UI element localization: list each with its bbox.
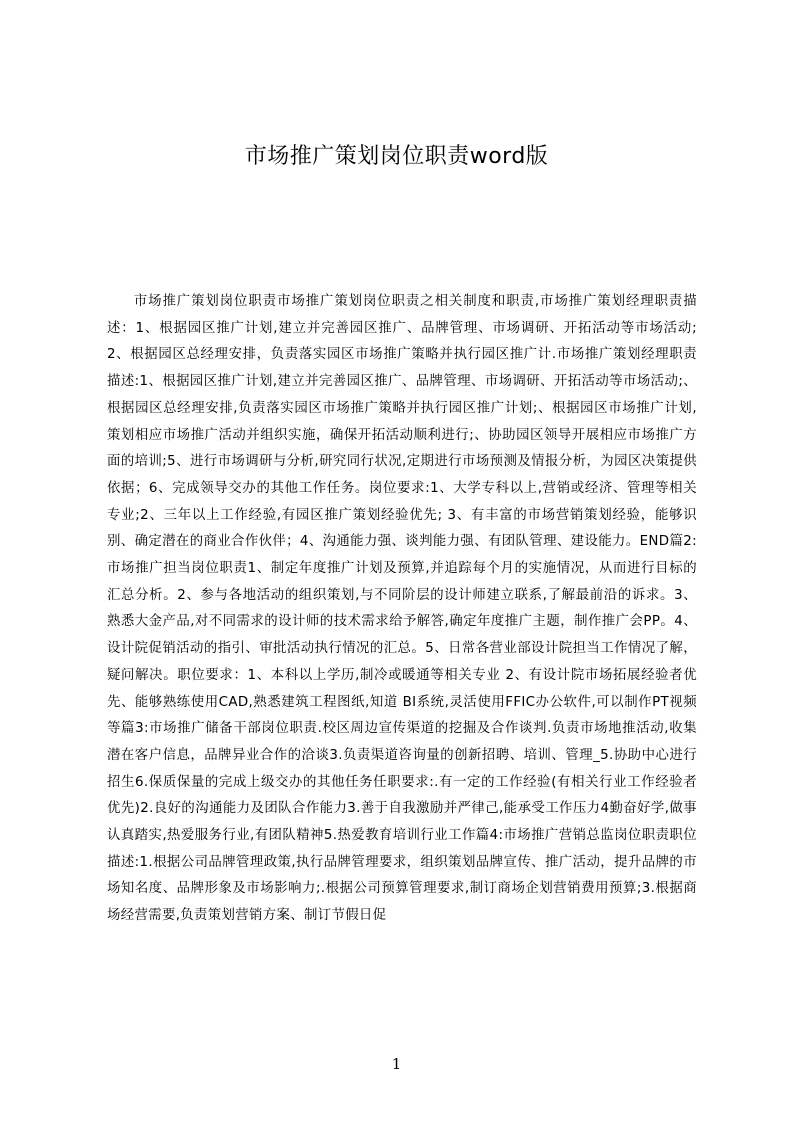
document-title: 市场推广策划岗位职责word版 — [244, 144, 549, 169]
document-body-paragraph: 市场推广策划岗位职责市场推广策划岗位职责之相关制度和职责,市场推广策划经理职责描述：1、根据园区推广计划,建立并完善园区推广、品牌管理、市场调研、开拓活动等市场活动;2、根据园区总经理安排，负责落实园区市场推广策略并执行园区推广计.市场推广策划经理职责描述:1、根据园区推广计划,建立并完善园区推广、品牌管理、市场调研、开拓活动等市场活动;、根据园区总经理安排,负责落实园区市场推广策略并执行园区推广计划;、根据园区市场推广计划,策划相应市场推广活动并组织实施，确保开拓活动顺利进行;、协助园区领导开展相应市场推广方面的培训;5、进行市场调研与分析,研究同行状况,定期进行市场预测及情报分析，为园区决策提供依据；6、完成领导交办的其他工作任务。岗位要求:1、大学专科以上,营销或经济、管理等相关专业;2、三年以上工作经验,有园区推广策划经验优先; 3、有丰富的市场营销策划经验，能够识别、确定潜在的商业合作伙伴；4、沟通能力强、谈判能力强、有团队管理、建设能力。END篇2:市场推广担当岗位职责1、制定年度推广计划及预算,并追踪每个月的实施情况，从而进行目标的汇总分析。2、参与各地活动的组织策划,与不同阶层的设计师建立联系,了解最前沿的诉求。3、熟悉大金产品,对不同需求的设计师的技术需求给予解答,确定年度推广主题，制作推广会PP。4、设计院促销活动的指引、审批活动执行情况的汇总。5、日常各营业部设计院担当工作情况了解，疑问解决。职位要求：1、本科以上学历,制冷或暖通等相关专业 2、有设计院市场拓展经验者优先、能够熟练使用CAD,熟悉建筑工程图纸,知道 BI系统,灵活使用FFIC办公软件,可以制作PT视频等篇3:市场推广储备干部岗位职责.校区周边宣传渠道的挖掘及合作谈判.负责市场地推活动,收集潜在客户信息，品牌异业合作的洽谈3.负责渠道咨询量的创新招聘、培训、管理_5.协助中心进行招生6.保质保量的完成上级交办的其他任务任职要求:.有一定的工作经验(有相关行业工作经验者优先)2.良好的沟通能力及团队合作能力3.善于自我激励并严律己,能承受工作压力4勤奋好学,做事认真踏实,热爱服务行业,有团队精神5.热爱教育培训行业工作篇4:市场推广营销总监岗位职责职位描述:1.根据公司品牌管理政策,执行品牌管理要求，组织策划品牌宣传、推广活动，提升品牌的市场知名度、品牌形象及市场影响力;.根据公司预算管理要求,制订商场企划营销费用预算;3.根据商场经营需要,负责策划营销方案、制订节假日促 — [107, 294, 697, 924]
page-number: 1 — [391, 1055, 402, 1073]
